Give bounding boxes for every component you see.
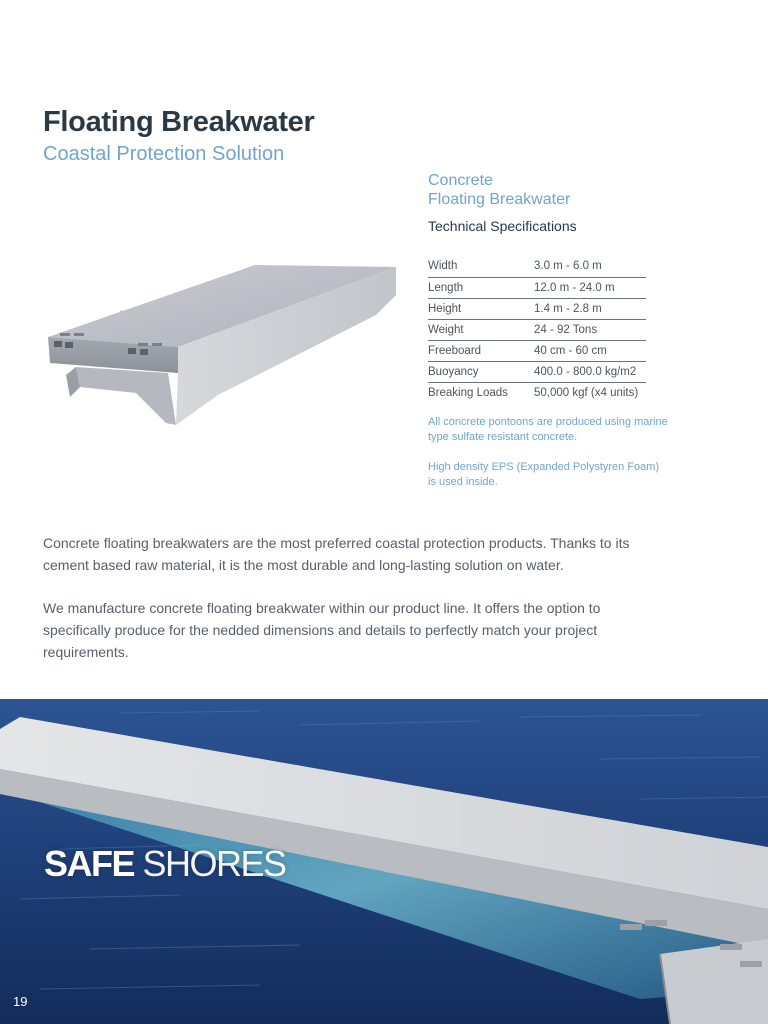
spec-label: Freeboard (428, 340, 534, 361)
spec-value: 12.0 m - 24.0 m (534, 277, 646, 298)
spec-value: 50,000 kgf (x4 units) (534, 386, 639, 399)
spec-table (428, 256, 646, 403)
specs-product-line-1: Concrete (428, 172, 493, 189)
specs-product-name (428, 171, 570, 209)
page-title: Floating Breakwater (43, 106, 315, 138)
table-row (428, 298, 646, 319)
spec-value: 400.0 - 800.0 kg/m2 (534, 361, 646, 382)
table-row (428, 340, 646, 361)
specs-heading: Technical Specifications (428, 218, 577, 234)
tagline-light: SHORES (142, 843, 286, 884)
spec-label: Length (428, 277, 534, 298)
spec-note-concrete: All concrete pontoons are produced using marine type sulfate resistant concrete. (428, 416, 668, 443)
spec-label: Height (428, 298, 534, 319)
page-number: 19 (13, 994, 28, 1009)
banner-photo (0, 699, 768, 1024)
page-subtitle: Coastal Protection Solution (43, 143, 285, 165)
description-paragraph-2: We manufacture concrete floating breakwater within our product line. It offers the option to specifically produce for the nedded dimensions and details to perfectly match your project requirements. (43, 600, 601, 660)
spec-label: Breaking Loads (428, 386, 508, 399)
banner-tagline (44, 843, 286, 885)
spec-value: 3.0 m - 6.0 m (534, 256, 646, 277)
spec-label: Weight (428, 319, 534, 340)
spec-value: 1.4 m - 2.8 m (534, 298, 646, 319)
specs-product-line-2: Floating Breakwater (428, 191, 571, 208)
spec-value: 24 - 92 Tons (534, 319, 646, 340)
table-row (428, 256, 646, 277)
breakwater-module-image (40, 255, 410, 435)
table-row (428, 277, 646, 298)
spec-label: Width (428, 256, 534, 277)
table-row (428, 382, 646, 403)
tagline-bold: SAFE (44, 843, 135, 884)
spec-value: 40 cm - 60 cm (534, 340, 646, 361)
spec-label: Buoyancy (428, 361, 534, 382)
table-row (428, 319, 646, 340)
table-row (428, 361, 646, 382)
spec-note-eps: High density EPS (Expanded Polystyren Foam) is used inside. (428, 461, 660, 488)
description-paragraph-1: Concrete floating breakwaters are the most preferred coastal protection products. Thanks to its cement based raw material, it is the most durable and long-lasting solution on water. (43, 535, 630, 573)
